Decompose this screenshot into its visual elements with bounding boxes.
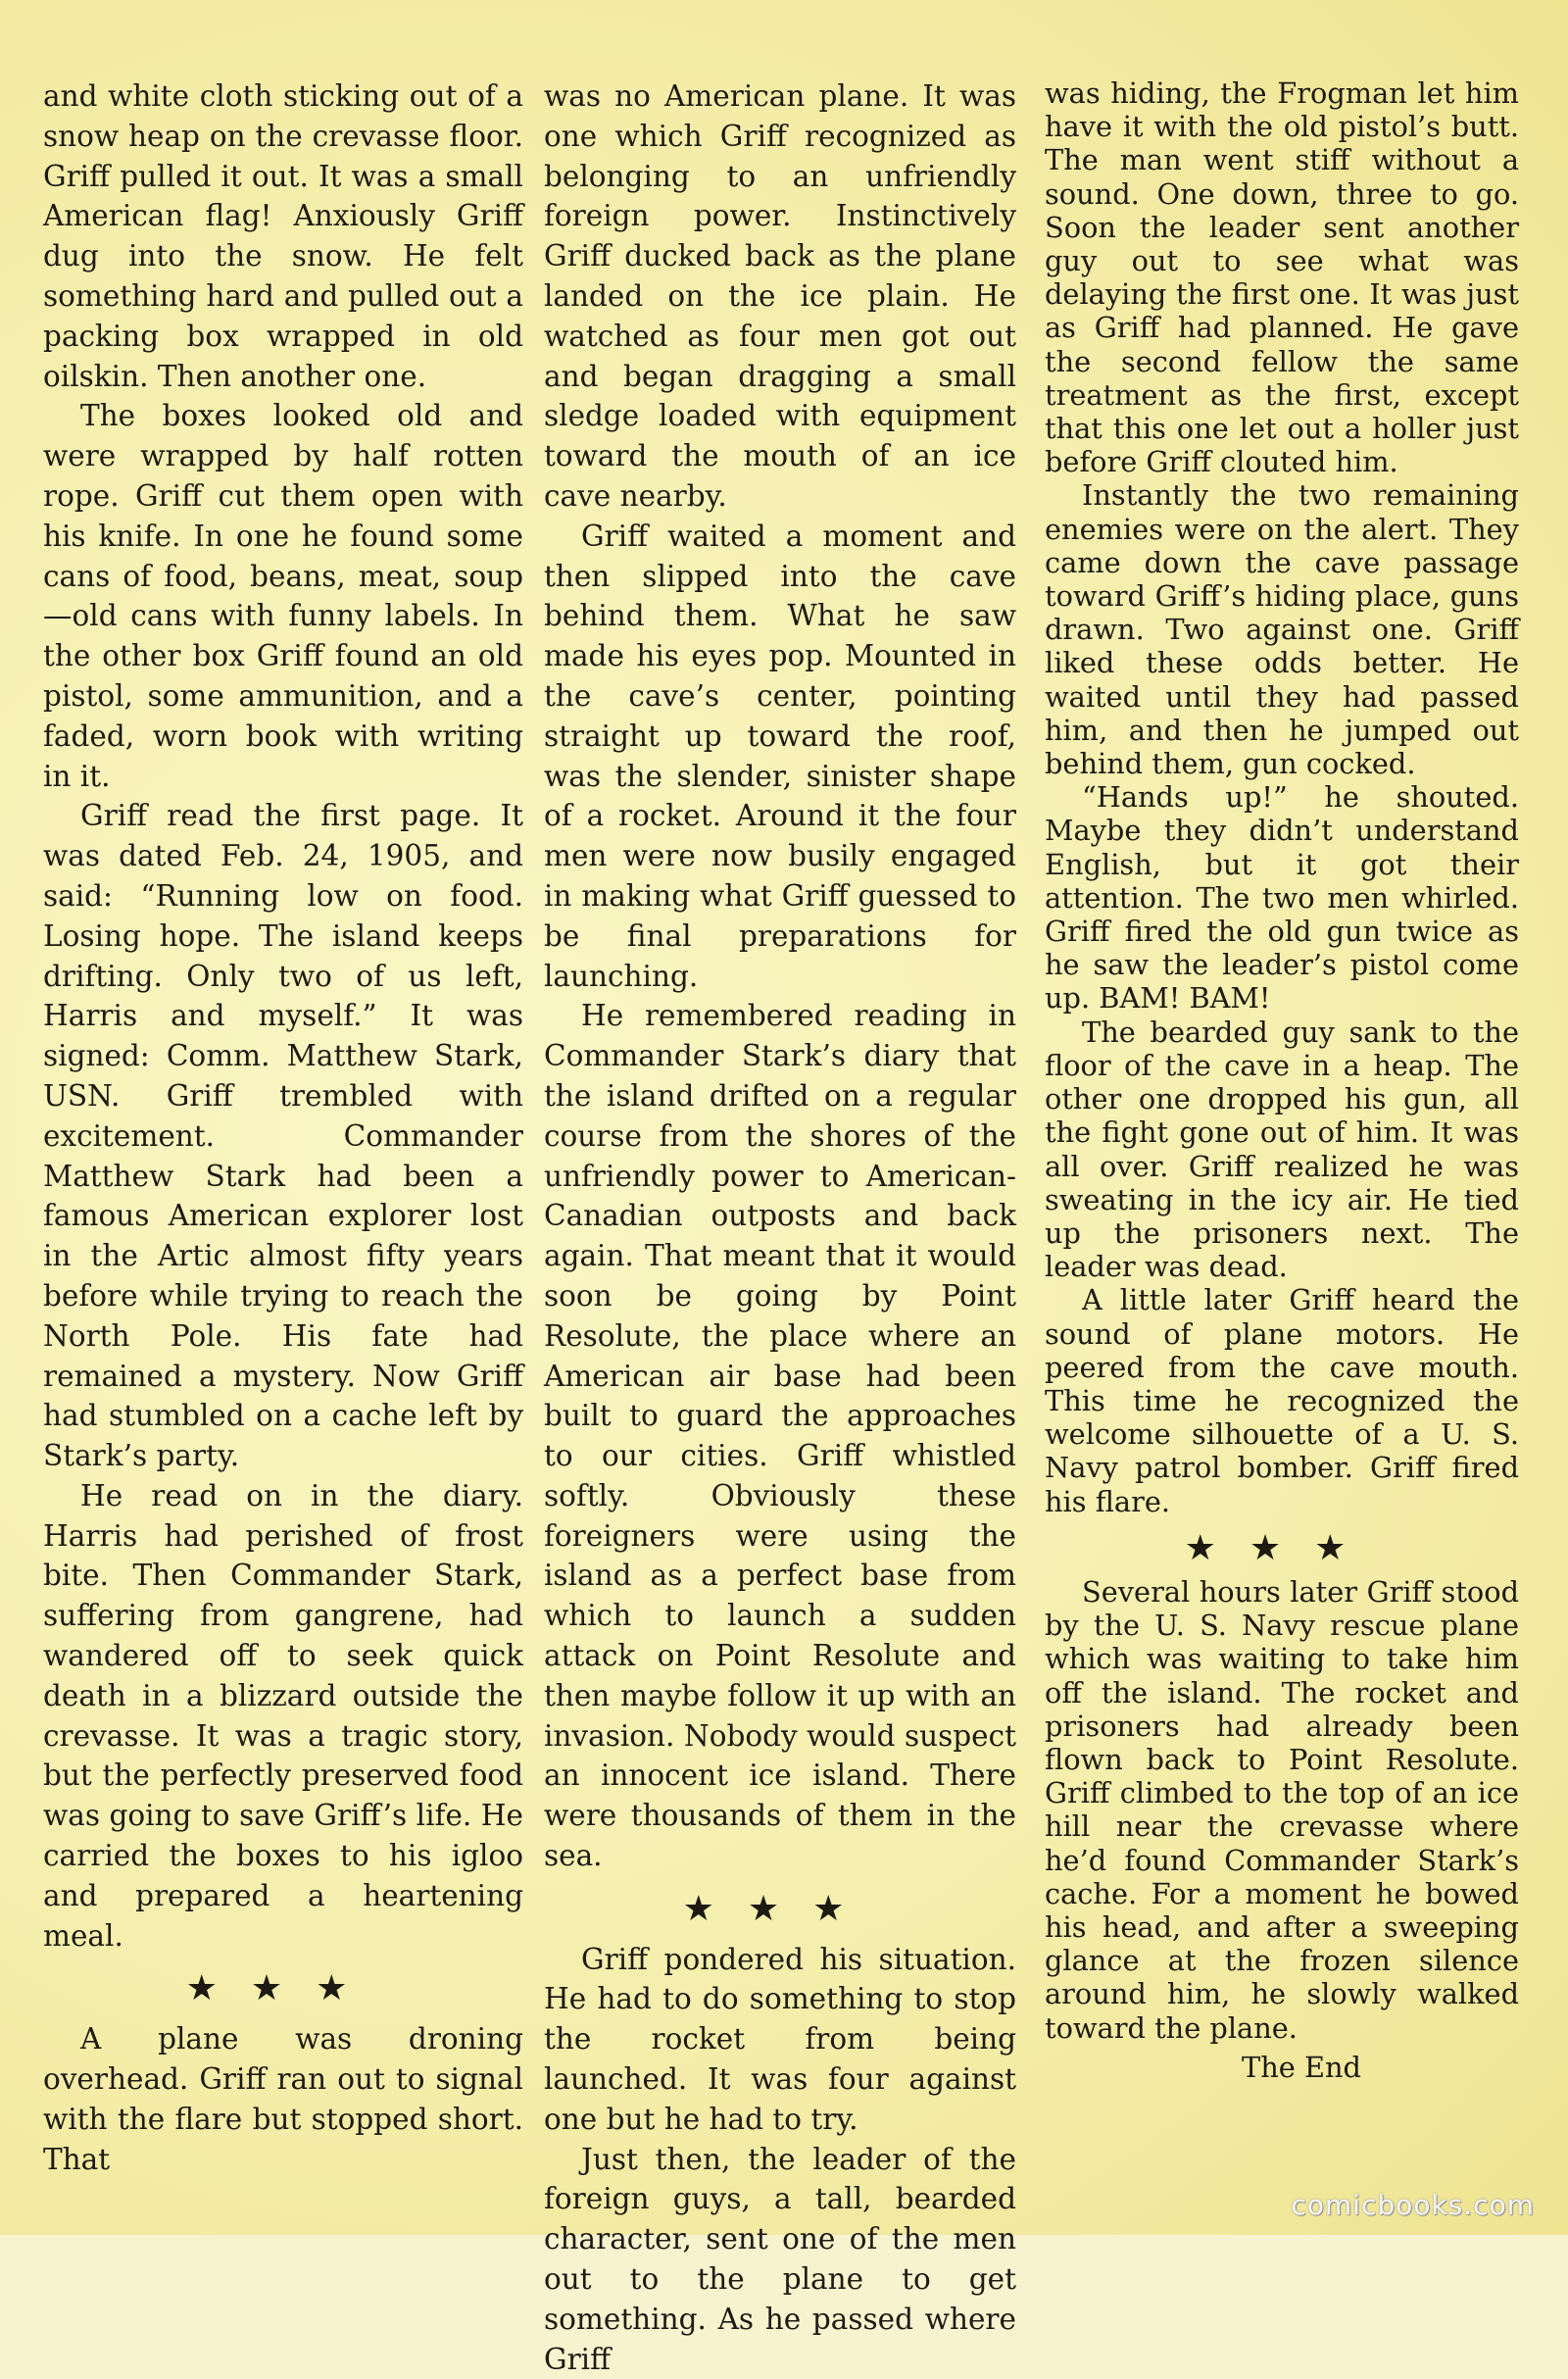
- paragraph: A little later Griff heard the sound of plane motors. He peered from the cave mouth. This time he recognized the welcome silhouette of a U. S. Navy patrol bomber. Griff fired his flare.: [1045, 1283, 1519, 1518]
- paragraph: A plane was droning overhead. Griff ran out to signal with the flare but stopped short. That: [43, 2022, 523, 2176]
- text-column-1: [43, 76, 523, 2179]
- text-column-3: [1045, 76, 1519, 2084]
- section-break-stars: ★★★: [682, 1888, 878, 1929]
- paragraph: Griff pondered his situation. He had to do something to stop the rocket from being launched. It was four against one but he had to try.: [544, 1942, 1016, 2136]
- section-break-stars: ★★★: [1184, 1527, 1380, 1568]
- paragraph: “Hands up!” he shouted. Maybe they didn’t understand English, but it got their attention. The two men whirled. Griff fired the old gun twice as he saw the leader’s pistol come up. BAM! BAM!: [1045, 780, 1519, 1016]
- paragraph: Griff waited a moment and then slipped into the cave behind them. What he saw made his eyes pop. Mounted in the cave’s center, pointing straight up toward the roof, was the slender, sinister shape of a rocket. Around it the four men were now busily engaged in making what Griff guessed to be final preparations for launching.: [544, 519, 1016, 993]
- section-break-stars: ★★★: [185, 1968, 381, 2009]
- paragraph: The boxes looked old and were wrapped by half rotten rope. Griff cut them open with his knife. In one he found some cans of food, beans, meat, soup —old cans with funny labels. In the other box Griff found an old pistol, some ammunition, and a faded, worn book with writing in it.: [43, 399, 523, 793]
- paragraph: was hiding, the Frogman let him have it with the old pistol’s butt. The man went stiff without a sound. One down, three to go. Soon the leader sent another guy out to see what was delaying the first one. It was just as Griff had planned. He gave the second fellow the same treatment as the first, except that this one let out a holler just before Griff clouted him.: [1045, 76, 1519, 479]
- paragraph: was no American plane. It was one which Griff recognized as belonging to an unfriendly foreign power. Instinctively Griff ducked back as the plane landed on the ice plain. He watched as four men got out and began dragging a small sledge loaded with equipment toward the mouth of an ice cave nearby.: [544, 79, 1016, 513]
- paragraph: The bearded guy sank to the floor of the cave in a heap. The other one dropped his gun, all the fight gone out of him. It was all over. Griff realized he was sweating in the icy air. He tied up the prisoners next. The leader was dead.: [1045, 1015, 1519, 1284]
- paragraph: He remembered reading in Commander Stark’s diary that the island drifted on a regular course from the shores of the unfriendly power to American-Canadian outposts and back again. That meant that it would soon be going by Point Resolute, the place where an American air base had been built to guard the approaches to our cities. Griff whistled softly. Obviously these foreigners were using the island as a perfect base from which to launch a sudden attack on Point Resolute and then maybe follow it up with an invasion. Nobody would suspect an innocent ice island. There were thousands of them in the sea.: [544, 999, 1016, 1873]
- paragraph: and white cloth sticking out of a snow heap on the crevasse floor. Griff pulled it out. It was a small American flag! Anxiously Griff dug into the snow. He felt something hard and pulled out a packing box wrapped in old oilskin. Then another one.: [43, 79, 523, 393]
- paragraph: Just then, the leader of the foreign guys, a tall, bearded character, sent one of the men out to the plane to get something. As he passed where Griff: [544, 2142, 1016, 2376]
- paragraph: He read on in the diary. Harris had perished of frost bite. Then Commander Stark, suffering from gangrene, had wandered off to seek quick death in a blizzard outside the crevasse. It was a tragic story, but the perfectly preserved food was going to save Griff’s life. He carried the boxes to his igloo and prepared a heartening meal.: [43, 1478, 523, 1953]
- paragraph: Griff read the first page. It was dated Feb. 24, 1905, and said: “Running low on food. Losing hope. The island keeps drifting. Only two of us left, Harris and myself.” It was signed: Comm. Matthew Stark, USN. Griff trembled with excitement. Commander Matthew Stark had been a famous American explorer lost in the Artic almost fifty years before while trying to reach the North Pole. His fate had remained a mystery. Now Griff had stumbled on a cache left by Stark’s party.: [43, 799, 523, 1473]
- text-column-2: [544, 76, 1016, 2379]
- the-end-label: The End: [1242, 2050, 1361, 2084]
- paragraph: Several hours later Griff stood by the U. S. Navy rescue plane which was waiting to take him off the island. The rocket and prisoners had already been flown back to Point Resolute. Griff climbed to the top of an ice hill near the crevasse where he’d found Commander Stark’s cache. For a moment he bowed his head, and after a sweeping glance at the frozen silence around him, he slowly walked toward the plane.: [1045, 1574, 1519, 2045]
- paragraph: Instantly the two remaining enemies were on the alert. They came down the cave passage toward Griff’s hiding place, guns drawn. Two against one. Griff liked these odds better. He waited until they had passed him, and then he jumped out behind them, gun cocked.: [1045, 478, 1519, 781]
- watermark: comicbooks.com: [1291, 2189, 1535, 2221]
